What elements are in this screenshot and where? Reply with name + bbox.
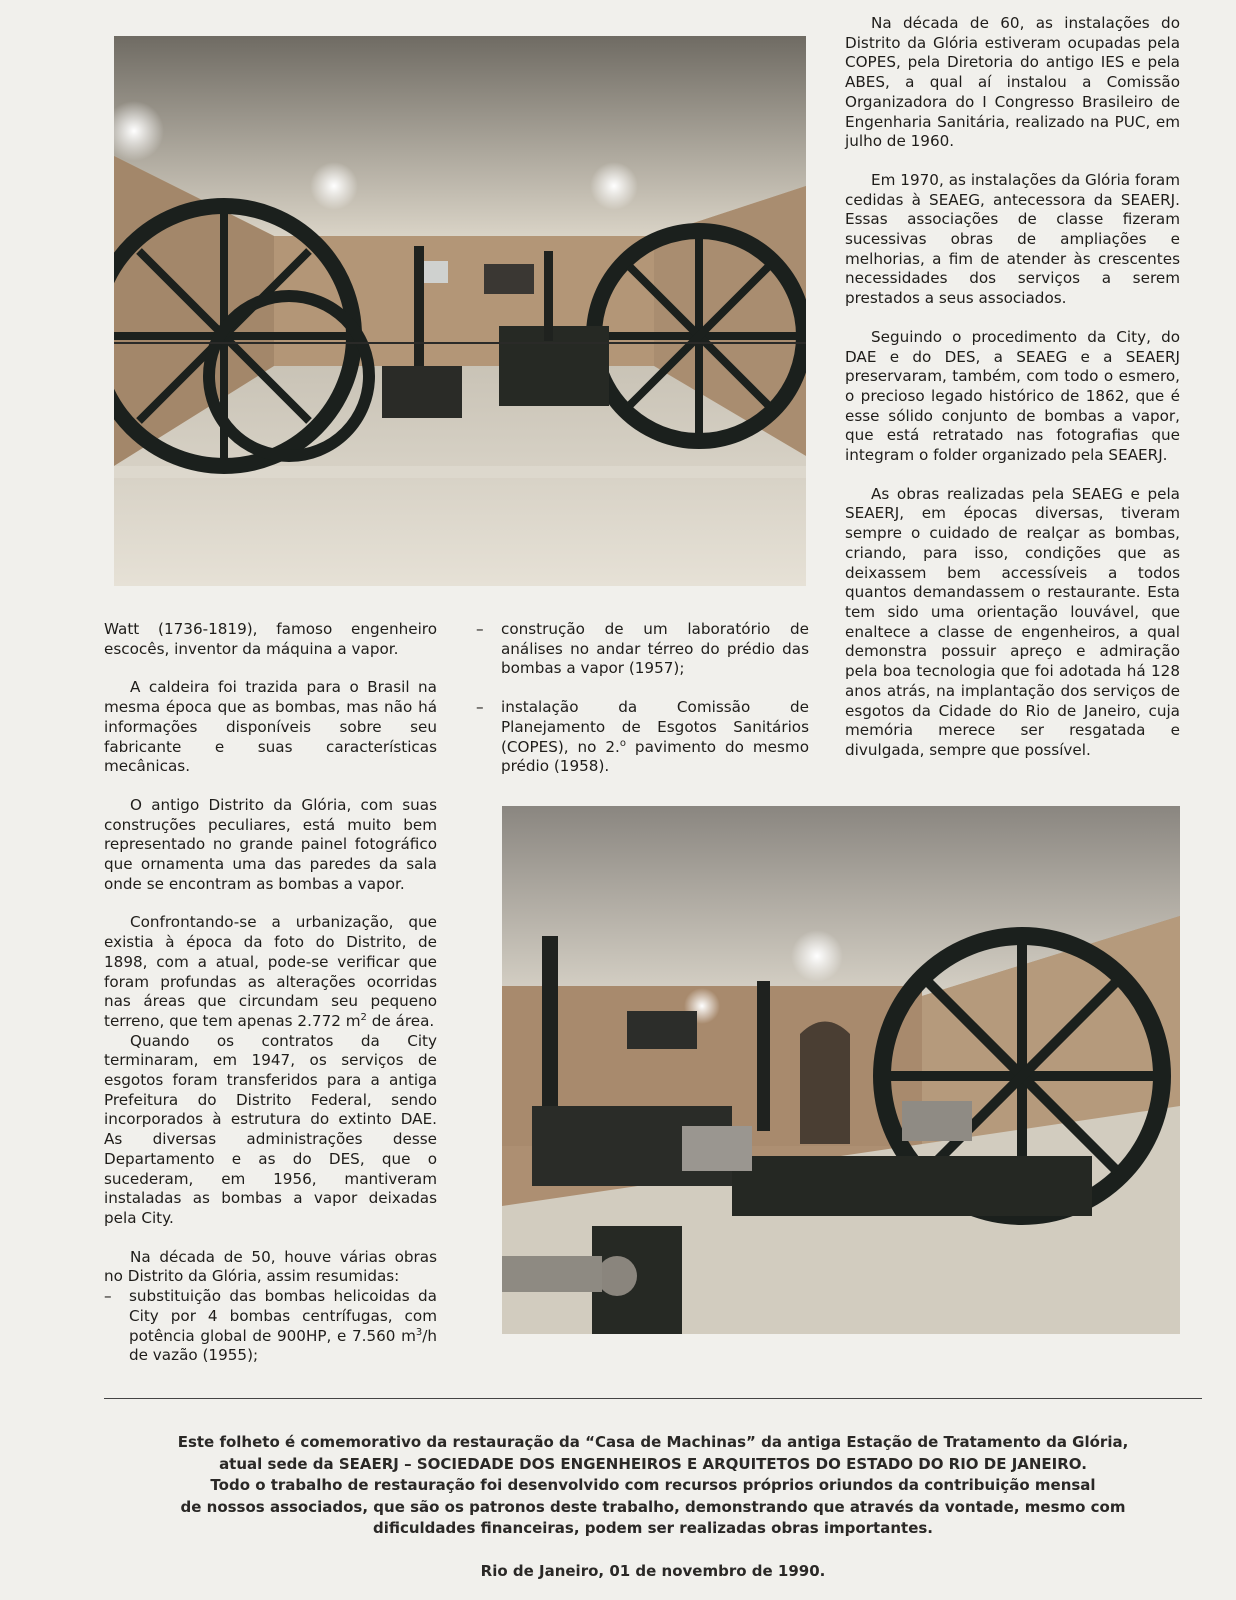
paragraph: Em 1970, as instalações da Glória foram cedidas à SEAEG, antecessora da SEAERJ. Essas associações de classe fizeram sucessivas obras de ampliações e melhorias, a fim de atender às crescentes necessidades dos serviços a serem prestados a seus associados. — [845, 170, 1180, 308]
divider-line — [104, 1398, 1202, 1399]
footer-date: Rio de Janeiro, 01 de novembro de 1990. — [480, 1562, 826, 1580]
footer-note — [104, 1432, 1202, 1540]
paragraph: Confrontando-se a urbanização, que existia à época da foto do Distrito, de 1898, com a atual, pode-se verificar que foram profundas as alterações ocorridas nas áreas que circundam seu pequeno terreno, que tem apenas 2.772 $m^2$ de área. — [104, 913, 437, 1030]
paragraph: O antigo Distrito da Glória, com suas construções peculiares, está muito bem representado no grande painel fotográfico que ornamenta uma das paredes da sala onde se encontram as bombas a vapor. — [104, 795, 437, 893]
paragraph: As obras realizadas pela SEAEG e pela SEAERJ, em épocas diversas, tiveram sempre o cuidado de realçar as bombas, criando, para isso, condições que as deixassem bem accessíveis a todos quantos demandassem o restaurante. Esta tem sido uma orientação louvável, que enaltece a classe de engenheiros, a qual demonstra possuir apreço e admiração pela boa tecnologia que foi adotada há 128 anos atrás, na implantação dos serviços de esgotos da Cidade do Rio de Janeiro, cuja memória merece ser resgatada e divulgada, sempre que possível. — [845, 484, 1180, 759]
photo-steam-pump-detail — [502, 806, 1180, 1334]
footer-line: Todo o trabalho de restauração foi desenvolvido com recursos próprios oriundos da contribuição mensal — [210, 1476, 1096, 1494]
text-column-right-top — [845, 14, 1180, 761]
footer-line: dificuldades financeiras, podem ser realizadas obras importantes. — [372, 1519, 934, 1537]
paragraph: A caldeira foi trazida para o Brasil na mesma época que as bombas, mas não há informações disponíveis sobre seu fabricante e suas características mecânicas. — [104, 678, 437, 776]
photo-engine-room-wide — [114, 36, 806, 586]
paragraph: Watt (1736-1819), famoso engenheiro escocês, inventor da máquina a vapor. — [104, 620, 437, 658]
footer-line: atual sede da SEAERJ – SOCIEDADE DOS ENGENHEIROS E ARQUITETOS DO ESTADO DO RIO DE JANEIRO. — [219, 1454, 1087, 1473]
footer-line: Este folheto é comemorativo da restauração da “Casa de Machinas” da antiga Estação de Tratamento da Glória, — [177, 1433, 1129, 1451]
footer-line: de nossos associados, que são os patronos deste trabalho, demonstrando que através da vontade, mesmo com — [180, 1497, 1126, 1516]
paragraph: Seguindo o procedimento da City, do DAE e do DES, a SEAEG e a SEAERJ preservaram, também, com todo o esmero, o precioso legado histórico de 1862, que é esse sólido conjunto de bombas a vapor, que está retratado nas fotografias que integram o folder organizado pela SEAERJ. — [845, 327, 1180, 465]
paragraph: Na década de 50, houve várias obras no Distrito da Glória, assim resumidas: — [104, 1247, 437, 1286]
text-column-middle — [476, 620, 809, 796]
list-item: – instalação da Comissão de Planejamento de Esgotos Sanitários (COPES), no 2.$^o$ pavimento do mesmo prédio (1958). — [476, 698, 809, 777]
paragraph: Na década de 60, as instalações do Distrito da Glória estiveram ocupadas pela COPES, pela Diretoria do antigo IES e pela ABES, a qual aí instalou a Comissão Organizadora do I Congresso Brasileiro de Engenharia Sanitária, realizado na PUC, em julho de 1960. — [845, 14, 1180, 151]
paragraph: Quando os contratos da City terminaram, em 1947, os serviços de esgotos foram transferidos para a antiga Prefeitura do Distrito Federal, sendo incorporados à estrutura do extinto DAE. As diversas administrações desse Departamento e as do DES, que o sucederam, em 1956, mantiveram instaladas as bombas a vapor deixadas pela City. — [104, 1031, 437, 1227]
list-item: – construção de um laboratório de análises no andar térreo do prédio das bombas a vapor (1957); — [476, 620, 809, 679]
list-item: – substituição das bombas helicoidas da City por 4 bombas centrífugas, com potência global de 900HP, e 7.560 $m^3/h$ de vazão (1955); — [104, 1287, 437, 1366]
text-column-left — [104, 620, 437, 1385]
